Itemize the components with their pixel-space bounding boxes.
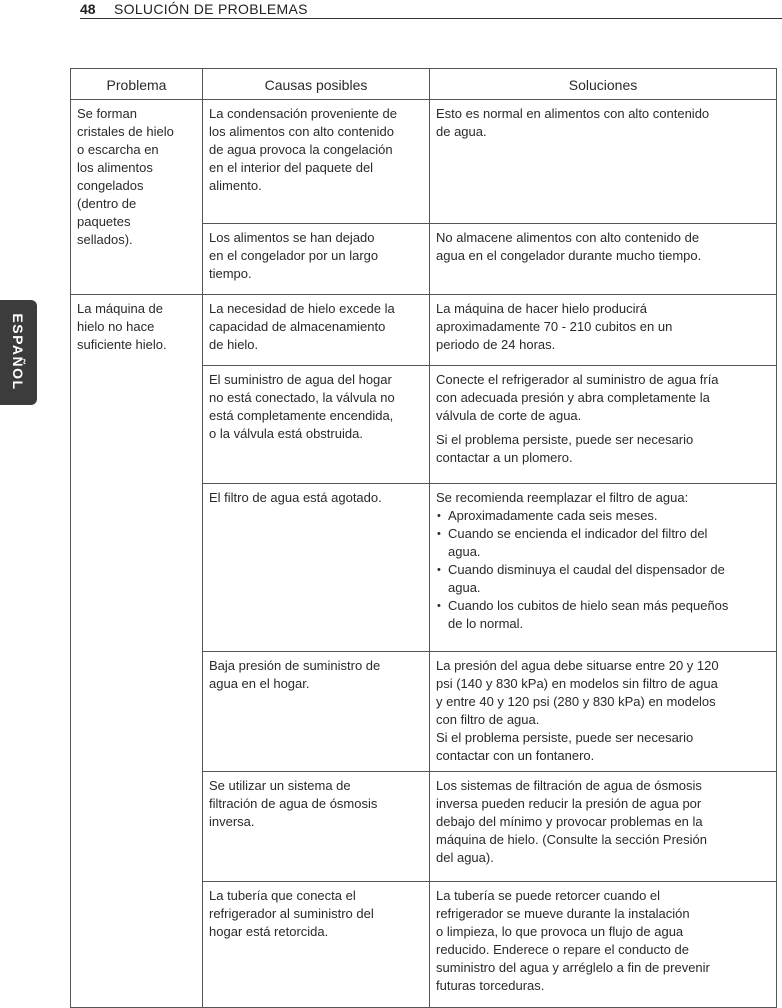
column-header-solutions: Soluciones [430,69,777,100]
solution-cell: Conecte el refrigerador al suministro de agua fría con adecuada presión y abra completamente la válvula de corte de agua. Si el problema persiste, puede ser necesario contactar a un plomero. [430,366,777,484]
problem-cell: La máquina de hielo no hace suficiente hielo. [71,295,203,1008]
table-header-row [71,69,777,100]
cause-cell: La condensación proveniente de los alimentos con alto contenido de agua provoca la congelación en el interior del paquete del alimento. [203,100,430,224]
cause-cell: Se utilizar un sistema de filtración de agua de ósmosis inversa. [203,772,430,882]
solution-note: Si el problema persiste, puede ser necesario contactar a un plomero. [436,432,694,465]
cause-cell: Los alimentos se han dejado en el congelador por un largo tiempo. [203,224,430,295]
solution-cell: Los sistemas de filtración de agua de ósmosis inversa pueden reducir la presión de agua por debajo del mínimo y provocar problemas en la máquina de hielo. (Consulte la sección Presión del agua). [430,772,777,882]
solution-cell: Se recomienda reemplazar el filtro de agua: • Aproximadamente cada seis meses. • Cuando se encienda el indicador del filtro del agua. • Cuando disminuya el caudal del dispensador de agua. • Cuando los cubitos de hielo sean más pequeños de lo normal. [430,484,777,652]
language-tab [0,300,37,405]
solution-bullet-list [436,507,770,633]
section-title: SOLUCIÓN DE PROBLEMAS [114,1,308,17]
solution-cell: No almacene alimentos con alto contenido de agua en el congelador durante mucho tiempo. [430,224,777,295]
troubleshooting-table [70,68,777,1008]
language-tab-label: ESPAÑOL [10,313,26,391]
cause-cell: La tubería que conecta el refrigerador al suministro del hogar está retorcida. [203,882,430,1008]
page-number: 48 [80,1,96,17]
solution-cell: La presión del agua debe situarse entre 20 y 120 psi (140 y 830 kPa) en modelos sin filtro de agua y entre 40 y 120 psi (280 y 830 kPa) en modelos con filtro de agua. Si el problema persiste, puede ser necesario contactar con un fontanero. [430,652,777,772]
problem-cell: Se forman cristales de hielo o escarcha en los alimentos congelados (dentro de paquetes sellados). [71,100,203,295]
cause-cell: La necesidad de hielo excede la capacidad de almacenamiento de hielo. [203,295,430,366]
solution-cell: La máquina de hacer hielo producirá aproximadamente 70 - 210 cubitos en un periodo de 24 horas. [430,295,777,366]
table-row [71,295,777,366]
column-header-problem: Problema [71,69,203,100]
cause-cell: El filtro de agua está agotado. [203,484,430,652]
list-item: • Aproximadamente cada seis meses. [436,507,770,525]
solution-cell: Esto es normal en alimentos con alto contenido de agua. [430,100,777,224]
table-row [71,100,777,224]
list-item: • Cuando disminuya el caudal del dispensador de agua. [436,561,770,597]
list-item: • Cuando los cubitos de hielo sean más pequeños de lo normal. [436,597,770,633]
cause-cell: El suministro de agua del hogar no está conectado, la válvula no está completamente encendida, o la válvula está obstruida. [203,366,430,484]
solution-cell: La tubería se puede retorcer cuando el refrigerador se mueve durante la instalación o limpieza, lo que provoca un flujo de agua reducido. Enderece o repare el conducto de suministro del agua y arréglelo a fin de prevenir futuras torceduras. [430,882,777,1008]
page-header [80,0,782,19]
column-header-causes: Causas posibles [203,69,430,100]
list-item: • Cuando se encienda el indicador del filtro del agua. [436,525,770,561]
cause-cell: Baja presión de suministro de agua en el hogar. [203,652,430,772]
